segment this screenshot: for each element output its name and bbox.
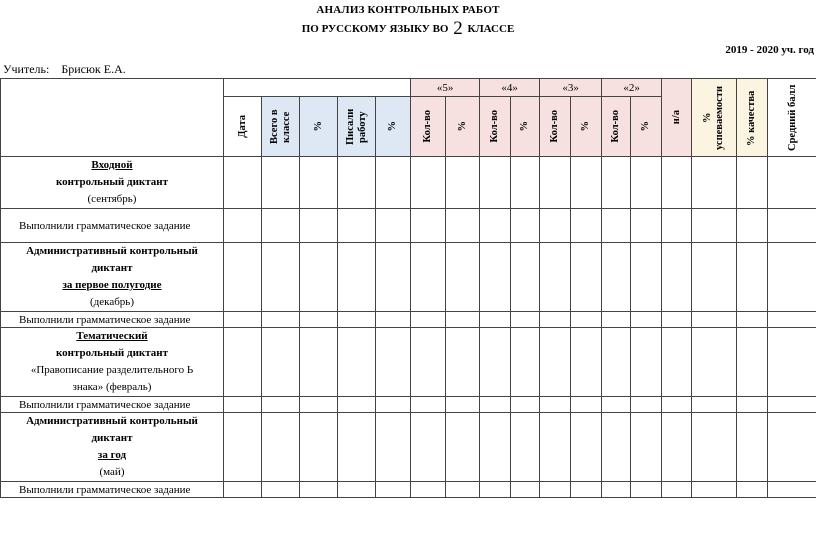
grade3-header: «3»: [540, 79, 602, 97]
test-title-line: за первое полугодие: [62, 279, 162, 291]
wrote-pct-header: [376, 97, 411, 157]
test-title-line: Административный контрольный: [26, 415, 198, 427]
table-row: [1, 397, 816, 413]
test-title-line: Тематический: [76, 330, 148, 342]
grade5-count-label: Кол-во: [422, 110, 434, 143]
table-row: [1, 482, 816, 498]
table-row: [1, 209, 816, 243]
teacher-line: [3, 62, 126, 77]
grade3-count-header: [540, 97, 571, 157]
table-row: [1, 157, 816, 209]
test-title-line: (май): [99, 466, 125, 478]
total-label: Всего в классе: [268, 109, 292, 144]
avg-label: Средний балл: [787, 84, 799, 151]
date-label: Дата: [236, 115, 248, 138]
grade5-header: «5»: [411, 79, 480, 97]
table-row: [1, 328, 816, 397]
teacher-label: Учитель:: [3, 62, 50, 76]
total-header: [262, 97, 300, 157]
grade5-pct-label: %: [456, 121, 468, 132]
grade2-count-header: [602, 97, 631, 157]
grade4-header: «4»: [480, 79, 540, 97]
test-title-line: (сентябрь): [87, 193, 137, 205]
header-row-grades: [1, 79, 816, 97]
test-title-line: диктант: [91, 432, 133, 444]
test-title-line: за год: [97, 449, 127, 461]
quality-header: [737, 79, 768, 157]
grade5-count-header: [411, 97, 446, 157]
header-empty-cell: [1, 79, 224, 157]
wrote-header: [338, 97, 376, 157]
total-pct-label: %: [312, 121, 324, 132]
test-title-line: знака» (февраль): [72, 381, 152, 393]
test-title-cell: [1, 413, 224, 482]
success-label: % успеваемости: [702, 85, 726, 150]
test-title-cell: [1, 328, 224, 397]
grade2-header: «2»: [602, 79, 662, 97]
analysis-table: [0, 78, 816, 498]
subtitle-suffix: КЛАССЕ: [467, 23, 515, 35]
test-title-line: Административный контрольный: [26, 245, 198, 257]
date-header: [224, 97, 262, 157]
grade4-pct-label: %: [519, 121, 531, 132]
test-title-line: Входной: [91, 159, 133, 171]
report-subtitle: [0, 18, 816, 40]
grade2-pct-header: [631, 97, 662, 157]
grammar-task-label: Выполнили грамматическое задание: [1, 209, 224, 243]
subtitle-prefix: ПО РУССКОМУ ЯЗЫКУ ВО: [301, 23, 449, 35]
success-header: [692, 79, 737, 157]
test-title-line: «Правописание разделительного Ь: [30, 364, 194, 376]
grade5-pct-header: [446, 97, 480, 157]
grade4-count-label: Кол-во: [489, 110, 501, 143]
table-row: [1, 243, 816, 312]
grammar-task-label: Выполнили грамматическое задание: [1, 482, 224, 498]
grammar-task-label: Выполнили грамматическое задание: [1, 397, 224, 413]
grammar-task-label: Выполнили грамматическое задание: [1, 312, 224, 328]
grade4-pct-header: [511, 97, 540, 157]
grade2-pct-label: %: [640, 121, 652, 132]
quality-label: % качества: [746, 89, 758, 146]
grade2-count-label: Кол-во: [610, 110, 622, 143]
teacher-name: Брисюк Е.А.: [61, 62, 126, 76]
test-title-cell: [1, 157, 224, 209]
wrote-label: Писали работу: [344, 108, 368, 145]
test-title-cell: [1, 243, 224, 312]
grade-number: 2: [453, 18, 463, 39]
na-header: [662, 79, 692, 157]
na-label: н/а: [670, 110, 682, 125]
test-title-line: контрольный диктант: [55, 176, 169, 188]
school-year: 2019 - 2020 уч. год: [725, 44, 814, 56]
table-row: [1, 413, 816, 482]
grade3-count-label: Кол-во: [549, 110, 561, 143]
header-blank-span: [224, 79, 411, 97]
table-row: [1, 312, 816, 328]
grade3-pct-label: %: [580, 121, 592, 132]
total-pct-header: [300, 97, 338, 157]
grade4-count-header: [480, 97, 511, 157]
wrote-pct-label: %: [387, 121, 399, 132]
test-title-line: контрольный диктант: [55, 347, 169, 359]
test-title-line: (декабрь): [90, 296, 134, 308]
avg-header: [768, 79, 816, 157]
test-title-line: диктант: [91, 262, 133, 274]
grade3-pct-header: [571, 97, 602, 157]
report-title: АНАЛИЗ КОНТРОЛЬНЫХ РАБОТ: [316, 4, 500, 16]
